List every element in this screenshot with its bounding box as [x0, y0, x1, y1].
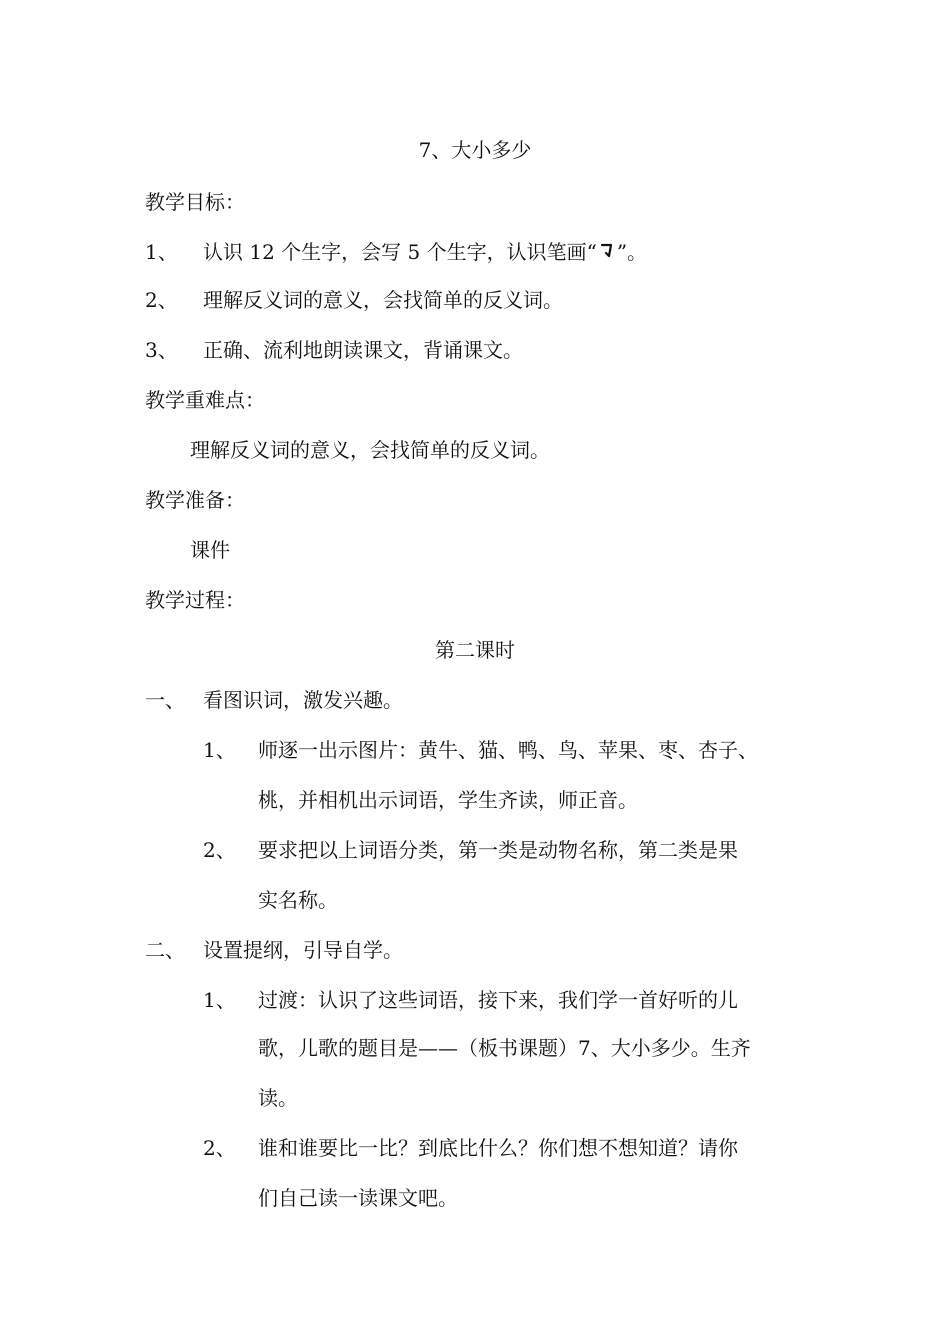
- step-text-line: 歌，儿歌的题目是——（板书课题）7、大小多少。生齐: [258, 1036, 751, 1060]
- step-number: 1、: [203, 988, 236, 1012]
- goal-text: 认识 12 个生字，会写 5 个生字，认识笔画“: [203, 240, 597, 264]
- process-heading: 教学过程：: [145, 588, 245, 612]
- step-text-line: 实名称。: [258, 888, 338, 912]
- lesson-title: 第二课时: [435, 638, 515, 662]
- goal-text-end: ”。: [616, 240, 648, 264]
- step-text-line: 桃，并相机出示词语，学生齐读，师正音。: [258, 788, 638, 812]
- goal-text: 理解反义词的意义，会找简单的反义词。: [203, 288, 563, 312]
- document-title: 7、大小多少: [418, 138, 532, 162]
- goal-number: 1、: [145, 240, 178, 264]
- step-text-line: 谁和谁要比一比？到底比什么？你们想不想知道？请你: [258, 1136, 738, 1160]
- step-text-line: 过渡：认识了这些词语，接下来，我们学一首好听的儿: [258, 988, 738, 1012]
- step-text-line: 师逐一出示图片：黄牛、猫、鸭、鸟、苹果、枣、杏子、: [258, 738, 758, 762]
- goal-text: 正确、流利地朗读课文，背诵课文。: [203, 338, 523, 362]
- goal-item: [203, 238, 647, 266]
- preparation-text: 课件: [190, 538, 230, 562]
- step-number: 2、: [203, 1136, 236, 1160]
- step-number: 2、: [203, 838, 236, 862]
- section-number: 一、: [145, 688, 185, 712]
- step-text-line: 读。: [258, 1086, 298, 1110]
- section-title: 看图识词，激发兴趣。: [203, 688, 403, 712]
- stroke-hengzhegou-icon: [599, 240, 615, 262]
- goals-heading: 教学目标：: [145, 190, 245, 214]
- section-number: 二、: [145, 938, 185, 962]
- section-title: 设置提纲，引导自学。: [203, 938, 403, 962]
- step-text-line: 要求把以上词语分类，第一类是动物名称，第二类是果: [258, 838, 738, 862]
- goal-number: 3、: [145, 338, 178, 362]
- key-points-heading: 教学重难点：: [145, 388, 265, 412]
- step-number: 1、: [203, 738, 236, 762]
- step-text-line: 们自己读一读课文吧。: [258, 1186, 458, 1210]
- goal-number: 2、: [145, 288, 178, 312]
- preparation-heading: 教学准备：: [145, 488, 245, 512]
- key-points-text: 理解反义词的意义，会找简单的反义词。: [190, 438, 550, 462]
